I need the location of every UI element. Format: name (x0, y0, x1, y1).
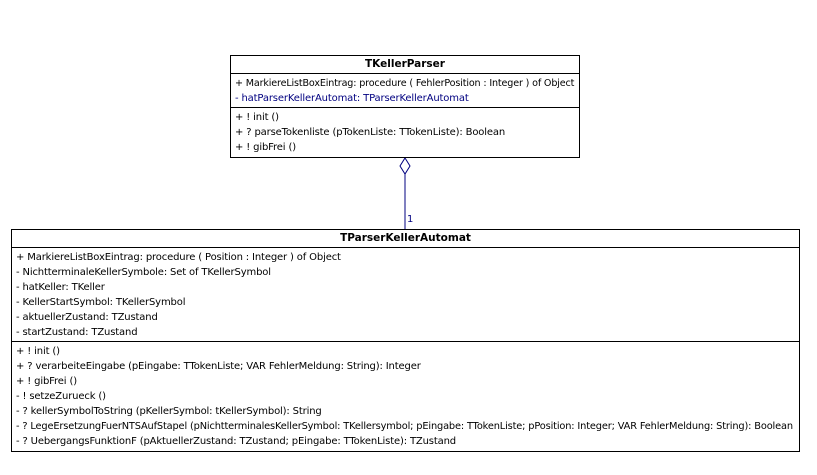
attribute: + MarkiereListBoxEintrag: procedure ( Position : Integer ) of Object (16, 252, 341, 263)
attribute: - NichtterminaleKellerSymbole: Set of TKellerSymbol (16, 267, 271, 278)
operation: + ! init () (16, 346, 60, 357)
operation: + ? parseTokenliste (pTokenListe: TTokenListe): Boolean (235, 127, 506, 138)
class-name: TKellerParser (231, 56, 579, 74)
operation: + ! gibFrei () (16, 376, 77, 387)
operation: - ? UebergangsFunktionF (pAktuellerZustand: TZustand; pEingabe: TTokenListe): TZustand (16, 436, 457, 447)
operation: - ? LegeErsetzungFuerNTSAufStapel (pNichtterminalesKellerSymbol: TKellersymbol; pEingabe: TTokenListe; pPosition: Integer; VAR FehlerMeldung: String): Boolean (16, 421, 793, 432)
class-tparserkellerautomat[interactable] (11, 229, 800, 452)
attribute: - aktuellerZustand: TZustand (16, 312, 158, 323)
operations-section (12, 342, 799, 450)
attribute: - KellerStartSymbol: TKellerSymbol (16, 297, 186, 308)
aggregation-diamond (400, 158, 410, 174)
attributes-section (12, 248, 799, 342)
operation: - ? kellerSymbolToString (pKellerSymbol: tKellerSymbol): String (16, 406, 322, 417)
attributes-section (231, 74, 579, 108)
attribute: - hatKeller: TKeller (16, 282, 105, 293)
operation: + ? verarbeiteEingabe (pEingabe: TTokenListe; VAR FehlerMeldung: String): Integer (16, 361, 421, 372)
operation: - ! setzeZurueck () (16, 391, 106, 402)
operation: + ! gibFrei () (235, 142, 296, 153)
attribute: - startZustand: TZustand (16, 327, 138, 338)
attribute: + MarkiereListBoxEintrag: procedure ( FehlerPosition : Integer ) of Object (235, 78, 575, 89)
association-multiplicity: 1 (407, 214, 414, 225)
class-name: TParserKellerAutomat (12, 230, 799, 248)
class-tkellerparser[interactable] (230, 55, 580, 158)
operation: + ! init () (235, 112, 279, 123)
attribute: - hatParserKellerAutomat: TParserKellerAutomat (235, 93, 469, 104)
operations-section (231, 108, 579, 156)
